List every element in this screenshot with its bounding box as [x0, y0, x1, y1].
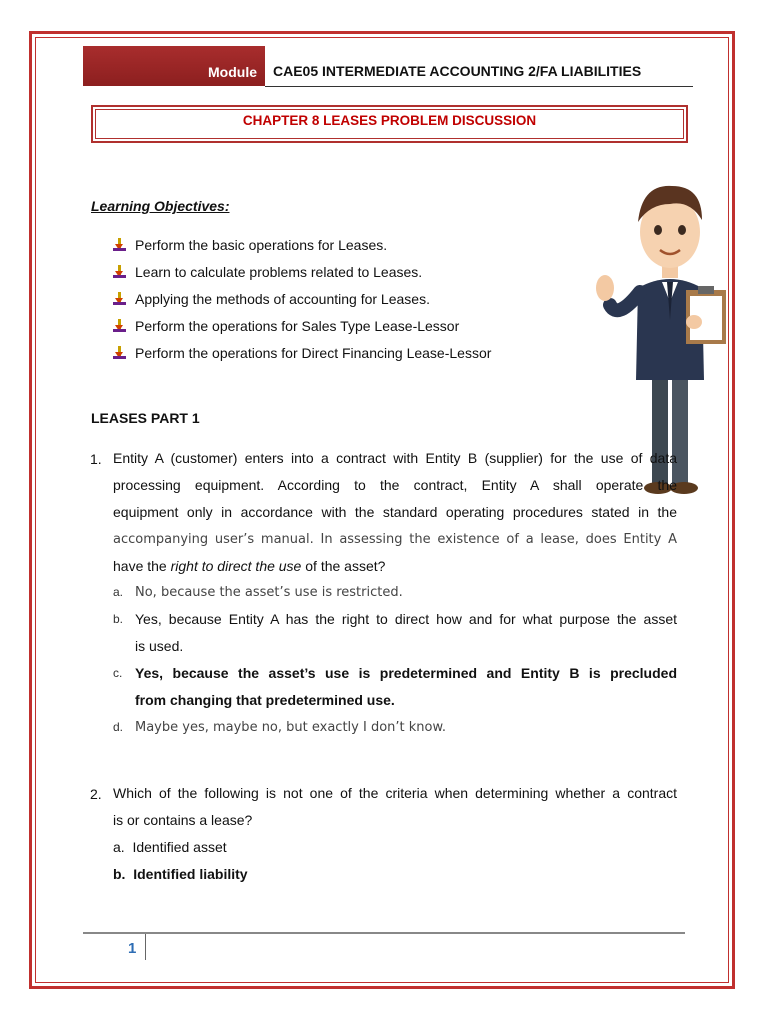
- option-letter: c.: [113, 666, 123, 680]
- page-number: 1: [128, 940, 137, 957]
- footer-line: [83, 932, 685, 934]
- option-row: [113, 834, 227, 861]
- header-underline: [265, 86, 693, 87]
- question-line: accompanying user’s manual. In assessing the existence of a lease, does Entity A: [113, 532, 677, 547]
- arrow-bullet-icon: [113, 238, 129, 252]
- question-line: Entity A (customer) enters into a contract with Entity B (supplier) for the use of data: [113, 450, 677, 466]
- question-line: have the right to direct the use of the asset?: [113, 558, 386, 574]
- module-label: Module: [208, 64, 257, 80]
- option-text: Yes, because Entity A has the right to direct how and for what purpose the asset: [135, 611, 677, 627]
- objective-item: Perform the operations for Sales Type Lease-Lessor: [113, 318, 459, 334]
- question-line: Which of the following is not one of the criteria when determining whether a contract: [113, 785, 677, 801]
- question-line: processing equipment. According to the contract, Entity A shall operate the: [113, 477, 677, 493]
- page-number-separator: [145, 934, 146, 960]
- objective-item: Perform the basic operations for Leases.: [113, 237, 387, 253]
- question-line: is or contains a lease?: [113, 812, 253, 828]
- question-line: equipment only in accordance with the standard operating procedures stated in the: [113, 504, 677, 520]
- objective-item: Applying the methods of accounting for Leases.: [113, 291, 430, 307]
- option-text: Maybe yes, maybe no, but exactly I don’t know.: [135, 720, 447, 735]
- option-text: No, because the asset’s use is restricted.: [135, 585, 403, 600]
- chapter-title: CHAPTER 8 LEASES PROBLEM DISCUSSION: [95, 109, 684, 139]
- question-number: 2.: [90, 786, 102, 802]
- option-letter: b.: [113, 612, 124, 626]
- correct-answer-text: Yes, because the asset’s use is predetermined and Entity B is precluded: [135, 665, 677, 681]
- option-letter: d.: [113, 720, 124, 734]
- course-title: CAE05 INTERMEDIATE ACCOUNTING 2/FA LIABILITIES: [273, 63, 642, 79]
- arrow-bullet-icon: [113, 265, 129, 279]
- option-letter: a.: [113, 839, 125, 855]
- correct-answer-text: from changing that predetermined use.: [135, 692, 395, 708]
- option-row: [113, 861, 248, 888]
- option-letter: b.: [113, 866, 126, 882]
- emphasis-text: right to direct the use: [170, 558, 302, 574]
- arrow-bullet-icon: [113, 292, 129, 306]
- option-text: is used.: [135, 638, 184, 654]
- objective-item: Perform the operations for Direct Financing Lease-Lessor: [113, 345, 491, 361]
- arrow-bullet-icon: [113, 319, 129, 333]
- section-title: LEASES PART 1: [91, 410, 200, 426]
- option-text: Identified asset: [132, 839, 227, 855]
- correct-answer-text: Identified liability: [133, 866, 248, 882]
- arrow-bullet-icon: [113, 346, 129, 360]
- question-number: 1.: [90, 451, 102, 467]
- learning-objectives-title: Learning Objectives:: [91, 198, 230, 214]
- option-letter: a.: [113, 585, 124, 599]
- objective-item: Learn to calculate problems related to Leases.: [113, 264, 422, 280]
